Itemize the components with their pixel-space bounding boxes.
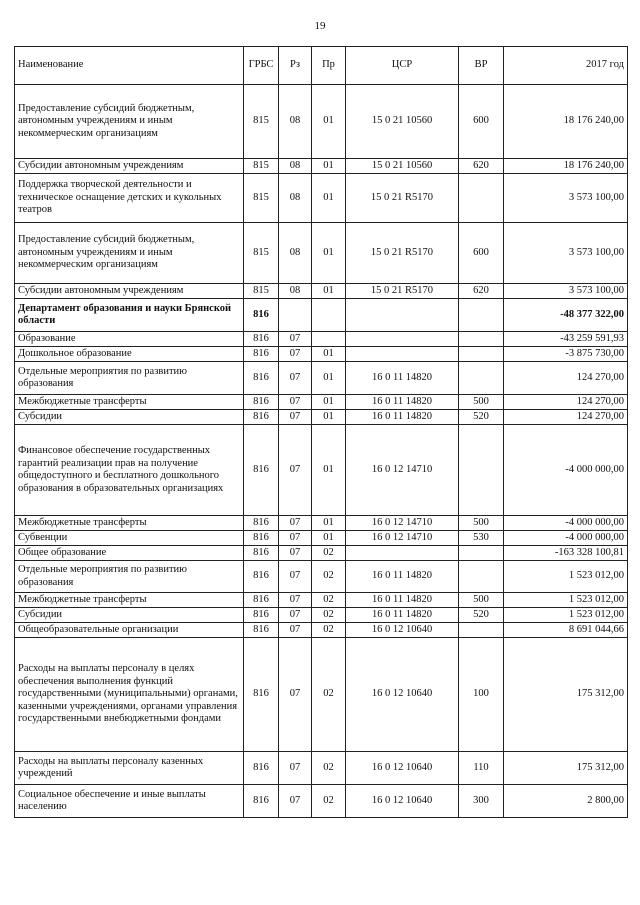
cell-vr — [459, 174, 504, 223]
cell-vr — [459, 362, 504, 395]
cell-name: Отдельные мероприятия по развитию образования — [15, 362, 244, 395]
cell-pr: 01 — [312, 159, 346, 174]
cell-csr: 16 0 12 10640 — [346, 638, 459, 752]
cell-csr: 15 0 21 10560 — [346, 85, 459, 159]
cell-sum: 124 270,00 — [504, 410, 628, 425]
table-row — [15, 425, 628, 516]
cell-rz: 08 — [279, 223, 312, 284]
cell-vr — [459, 546, 504, 561]
cell-name: Субвенции — [15, 531, 244, 546]
cell-rz: 08 — [279, 174, 312, 223]
cell-rz — [279, 299, 312, 332]
cell-sum: 124 270,00 — [504, 362, 628, 395]
cell-sum: 18 176 240,00 — [504, 159, 628, 174]
cell-sum: 1 523 012,00 — [504, 608, 628, 623]
cell-csr: 16 0 12 10640 — [346, 752, 459, 785]
cell-name: Предоставление субсидий бюджетным, автономным учреждениям и иным некоммерческим организациям — [15, 223, 244, 284]
table-row — [15, 785, 628, 818]
cell-pr: 02 — [312, 638, 346, 752]
cell-name: Расходы на выплаты персоналу казенных учреждений — [15, 752, 244, 785]
cell-grbs: 816 — [244, 785, 279, 818]
cell-grbs: 816 — [244, 347, 279, 362]
cell-csr: 16 0 11 14820 — [346, 608, 459, 623]
cell-vr: 520 — [459, 410, 504, 425]
cell-name: Расходы на выплаты персоналу в целях обеспечения выполнения функций государственными (муниципальными) органами, казенными учреждениями, органами управления государственными внебюджетными фондами — [15, 638, 244, 752]
cell-grbs: 816 — [244, 593, 279, 608]
cell-rz: 07 — [279, 785, 312, 818]
cell-rz: 07 — [279, 347, 312, 362]
cell-rz: 07 — [279, 395, 312, 410]
cell-pr: 01 — [312, 531, 346, 546]
cell-sum: 175 312,00 — [504, 638, 628, 752]
cell-pr: 01 — [312, 284, 346, 299]
cell-pr: 01 — [312, 223, 346, 284]
cell-grbs: 816 — [244, 531, 279, 546]
cell-name: Общеобразовательные организации — [15, 623, 244, 638]
header-pr: Пр — [312, 47, 346, 85]
cell-vr: 620 — [459, 284, 504, 299]
cell-sum: 175 312,00 — [504, 752, 628, 785]
cell-grbs: 816 — [244, 362, 279, 395]
cell-csr: 16 0 11 14820 — [346, 593, 459, 608]
cell-name: Субсидии автономным учреждениям — [15, 159, 244, 174]
cell-rz: 07 — [279, 362, 312, 395]
cell-csr: 15 0 21 R5170 — [346, 284, 459, 299]
cell-vr: 530 — [459, 531, 504, 546]
cell-sum: -3 875 730,00 — [504, 347, 628, 362]
cell-vr: 500 — [459, 516, 504, 531]
cell-csr: 16 0 11 14820 — [346, 362, 459, 395]
table-row — [15, 332, 628, 347]
cell-name: Межбюджетные трансферты — [15, 593, 244, 608]
cell-name: Субсидии — [15, 608, 244, 623]
header-csr: ЦСР — [346, 47, 459, 85]
cell-rz: 07 — [279, 516, 312, 531]
table-row — [15, 638, 628, 752]
cell-grbs: 816 — [244, 425, 279, 516]
cell-sum: 2 800,00 — [504, 785, 628, 818]
cell-pr: 01 — [312, 395, 346, 410]
cell-vr: 110 — [459, 752, 504, 785]
cell-sum: -4 000 000,00 — [504, 531, 628, 546]
cell-vr: 600 — [459, 223, 504, 284]
cell-grbs: 816 — [244, 516, 279, 531]
cell-rz: 07 — [279, 593, 312, 608]
cell-rz: 08 — [279, 159, 312, 174]
cell-rz: 08 — [279, 284, 312, 299]
cell-rz: 07 — [279, 608, 312, 623]
cell-name: Отдельные мероприятия по развитию образования — [15, 561, 244, 593]
cell-csr: 16 0 12 10640 — [346, 785, 459, 818]
cell-sum: 1 523 012,00 — [504, 561, 628, 593]
header-grbs: ГРБС — [244, 47, 279, 85]
cell-grbs: 815 — [244, 85, 279, 159]
cell-vr — [459, 623, 504, 638]
cell-rz: 08 — [279, 85, 312, 159]
table-row — [15, 608, 628, 623]
cell-vr — [459, 425, 504, 516]
cell-pr: 01 — [312, 85, 346, 159]
cell-csr — [346, 546, 459, 561]
cell-pr: 02 — [312, 546, 346, 561]
cell-csr: 16 0 12 14710 — [346, 425, 459, 516]
cell-csr: 16 0 11 14820 — [346, 410, 459, 425]
cell-pr: 02 — [312, 623, 346, 638]
table-header-row — [15, 47, 628, 85]
table-row — [15, 395, 628, 410]
table-row — [15, 174, 628, 223]
cell-csr: 16 0 11 14820 — [346, 395, 459, 410]
cell-vr — [459, 347, 504, 362]
cell-grbs: 816 — [244, 410, 279, 425]
cell-pr: 01 — [312, 425, 346, 516]
cell-grbs: 816 — [244, 299, 279, 332]
cell-grbs: 816 — [244, 638, 279, 752]
cell-pr: 02 — [312, 608, 346, 623]
cell-csr — [346, 347, 459, 362]
cell-grbs: 816 — [244, 608, 279, 623]
cell-pr: 01 — [312, 347, 346, 362]
cell-name: Дошкольное образование — [15, 347, 244, 362]
budget-table — [14, 46, 628, 818]
cell-pr: 01 — [312, 174, 346, 223]
cell-sum: 3 573 100,00 — [504, 284, 628, 299]
page-number: 19 — [314, 20, 326, 32]
table-row — [15, 546, 628, 561]
cell-vr: 500 — [459, 395, 504, 410]
cell-sum: 3 573 100,00 — [504, 223, 628, 284]
cell-pr: 02 — [312, 593, 346, 608]
cell-pr — [312, 332, 346, 347]
cell-sum: -4 000 000,00 — [504, 425, 628, 516]
table-row — [15, 85, 628, 159]
cell-csr: 16 0 11 14820 — [346, 561, 459, 593]
cell-name: Межбюджетные трансферты — [15, 516, 244, 531]
cell-sum: 18 176 240,00 — [504, 85, 628, 159]
table-row — [15, 284, 628, 299]
table-row — [15, 299, 628, 332]
cell-vr — [459, 299, 504, 332]
table-row — [15, 223, 628, 284]
cell-sum: -4 000 000,00 — [504, 516, 628, 531]
cell-name: Межбюджетные трансферты — [15, 395, 244, 410]
cell-sum: -43 259 591,93 — [504, 332, 628, 347]
cell-vr: 600 — [459, 85, 504, 159]
cell-rz: 07 — [279, 623, 312, 638]
cell-pr: 02 — [312, 561, 346, 593]
header-year: 2017 год — [504, 47, 628, 85]
cell-csr: 15 0 21 R5170 — [346, 174, 459, 223]
cell-sum: 8 691 044,66 — [504, 623, 628, 638]
cell-name: Образование — [15, 332, 244, 347]
cell-name: Социальное обеспечение и иные выплаты населению — [15, 785, 244, 818]
cell-vr: 620 — [459, 159, 504, 174]
cell-name: Департамент образования и науки Брянской области — [15, 299, 244, 332]
cell-sum: 1 523 012,00 — [504, 593, 628, 608]
cell-vr — [459, 561, 504, 593]
table-row — [15, 561, 628, 593]
header-vr: ВР — [459, 47, 504, 85]
cell-name: Субсидии автономным учреждениям — [15, 284, 244, 299]
cell-pr — [312, 299, 346, 332]
cell-vr: 520 — [459, 608, 504, 623]
table-row — [15, 593, 628, 608]
table-row — [15, 362, 628, 395]
table-row — [15, 347, 628, 362]
table-row — [15, 752, 628, 785]
cell-grbs: 815 — [244, 174, 279, 223]
cell-grbs: 816 — [244, 395, 279, 410]
cell-name: Субсидии — [15, 410, 244, 425]
header-rz: Рз — [279, 47, 312, 85]
cell-sum: 3 573 100,00 — [504, 174, 628, 223]
cell-grbs: 815 — [244, 159, 279, 174]
cell-csr: 16 0 12 14710 — [346, 516, 459, 531]
cell-vr: 300 — [459, 785, 504, 818]
cell-rz: 07 — [279, 425, 312, 516]
table-row — [15, 623, 628, 638]
cell-pr: 01 — [312, 362, 346, 395]
cell-name: Поддержка творческой деятельности и техническое оснащение детских и кукольных театров — [15, 174, 244, 223]
table-row — [15, 531, 628, 546]
cell-sum: 124 270,00 — [504, 395, 628, 410]
cell-csr — [346, 332, 459, 347]
cell-csr: 15 0 21 R5170 — [346, 223, 459, 284]
cell-pr: 02 — [312, 752, 346, 785]
cell-csr: 16 0 12 10640 — [346, 623, 459, 638]
cell-rz: 07 — [279, 752, 312, 785]
cell-csr: 16 0 12 14710 — [346, 531, 459, 546]
cell-rz: 07 — [279, 332, 312, 347]
cell-grbs: 815 — [244, 223, 279, 284]
cell-pr: 01 — [312, 410, 346, 425]
cell-csr — [346, 299, 459, 332]
cell-sum: -48 377 322,00 — [504, 299, 628, 332]
table-row — [15, 516, 628, 531]
cell-vr: 500 — [459, 593, 504, 608]
cell-grbs: 816 — [244, 623, 279, 638]
cell-rz: 07 — [279, 546, 312, 561]
cell-name: Предоставление субсидий бюджетным, автономным учреждениям и иным некоммерческим организациям — [15, 85, 244, 159]
cell-grbs: 816 — [244, 546, 279, 561]
cell-grbs: 816 — [244, 752, 279, 785]
cell-grbs: 816 — [244, 561, 279, 593]
cell-vr: 100 — [459, 638, 504, 752]
table-row — [15, 410, 628, 425]
cell-name: Финансовое обеспечение государственных гарантий реализации прав на получение общедоступного и бесплатного дошкольного образования в образовательных организациях — [15, 425, 244, 516]
cell-rz: 07 — [279, 410, 312, 425]
cell-csr: 15 0 21 10560 — [346, 159, 459, 174]
cell-rz: 07 — [279, 638, 312, 752]
header-name: Наименование — [15, 47, 244, 85]
cell-name: Общее образование — [15, 546, 244, 561]
cell-sum: -163 328 100,81 — [504, 546, 628, 561]
cell-rz: 07 — [279, 531, 312, 546]
cell-grbs: 816 — [244, 332, 279, 347]
table-row — [15, 159, 628, 174]
cell-vr — [459, 332, 504, 347]
cell-grbs: 815 — [244, 284, 279, 299]
cell-pr: 01 — [312, 516, 346, 531]
cell-rz: 07 — [279, 561, 312, 593]
cell-pr: 02 — [312, 785, 346, 818]
